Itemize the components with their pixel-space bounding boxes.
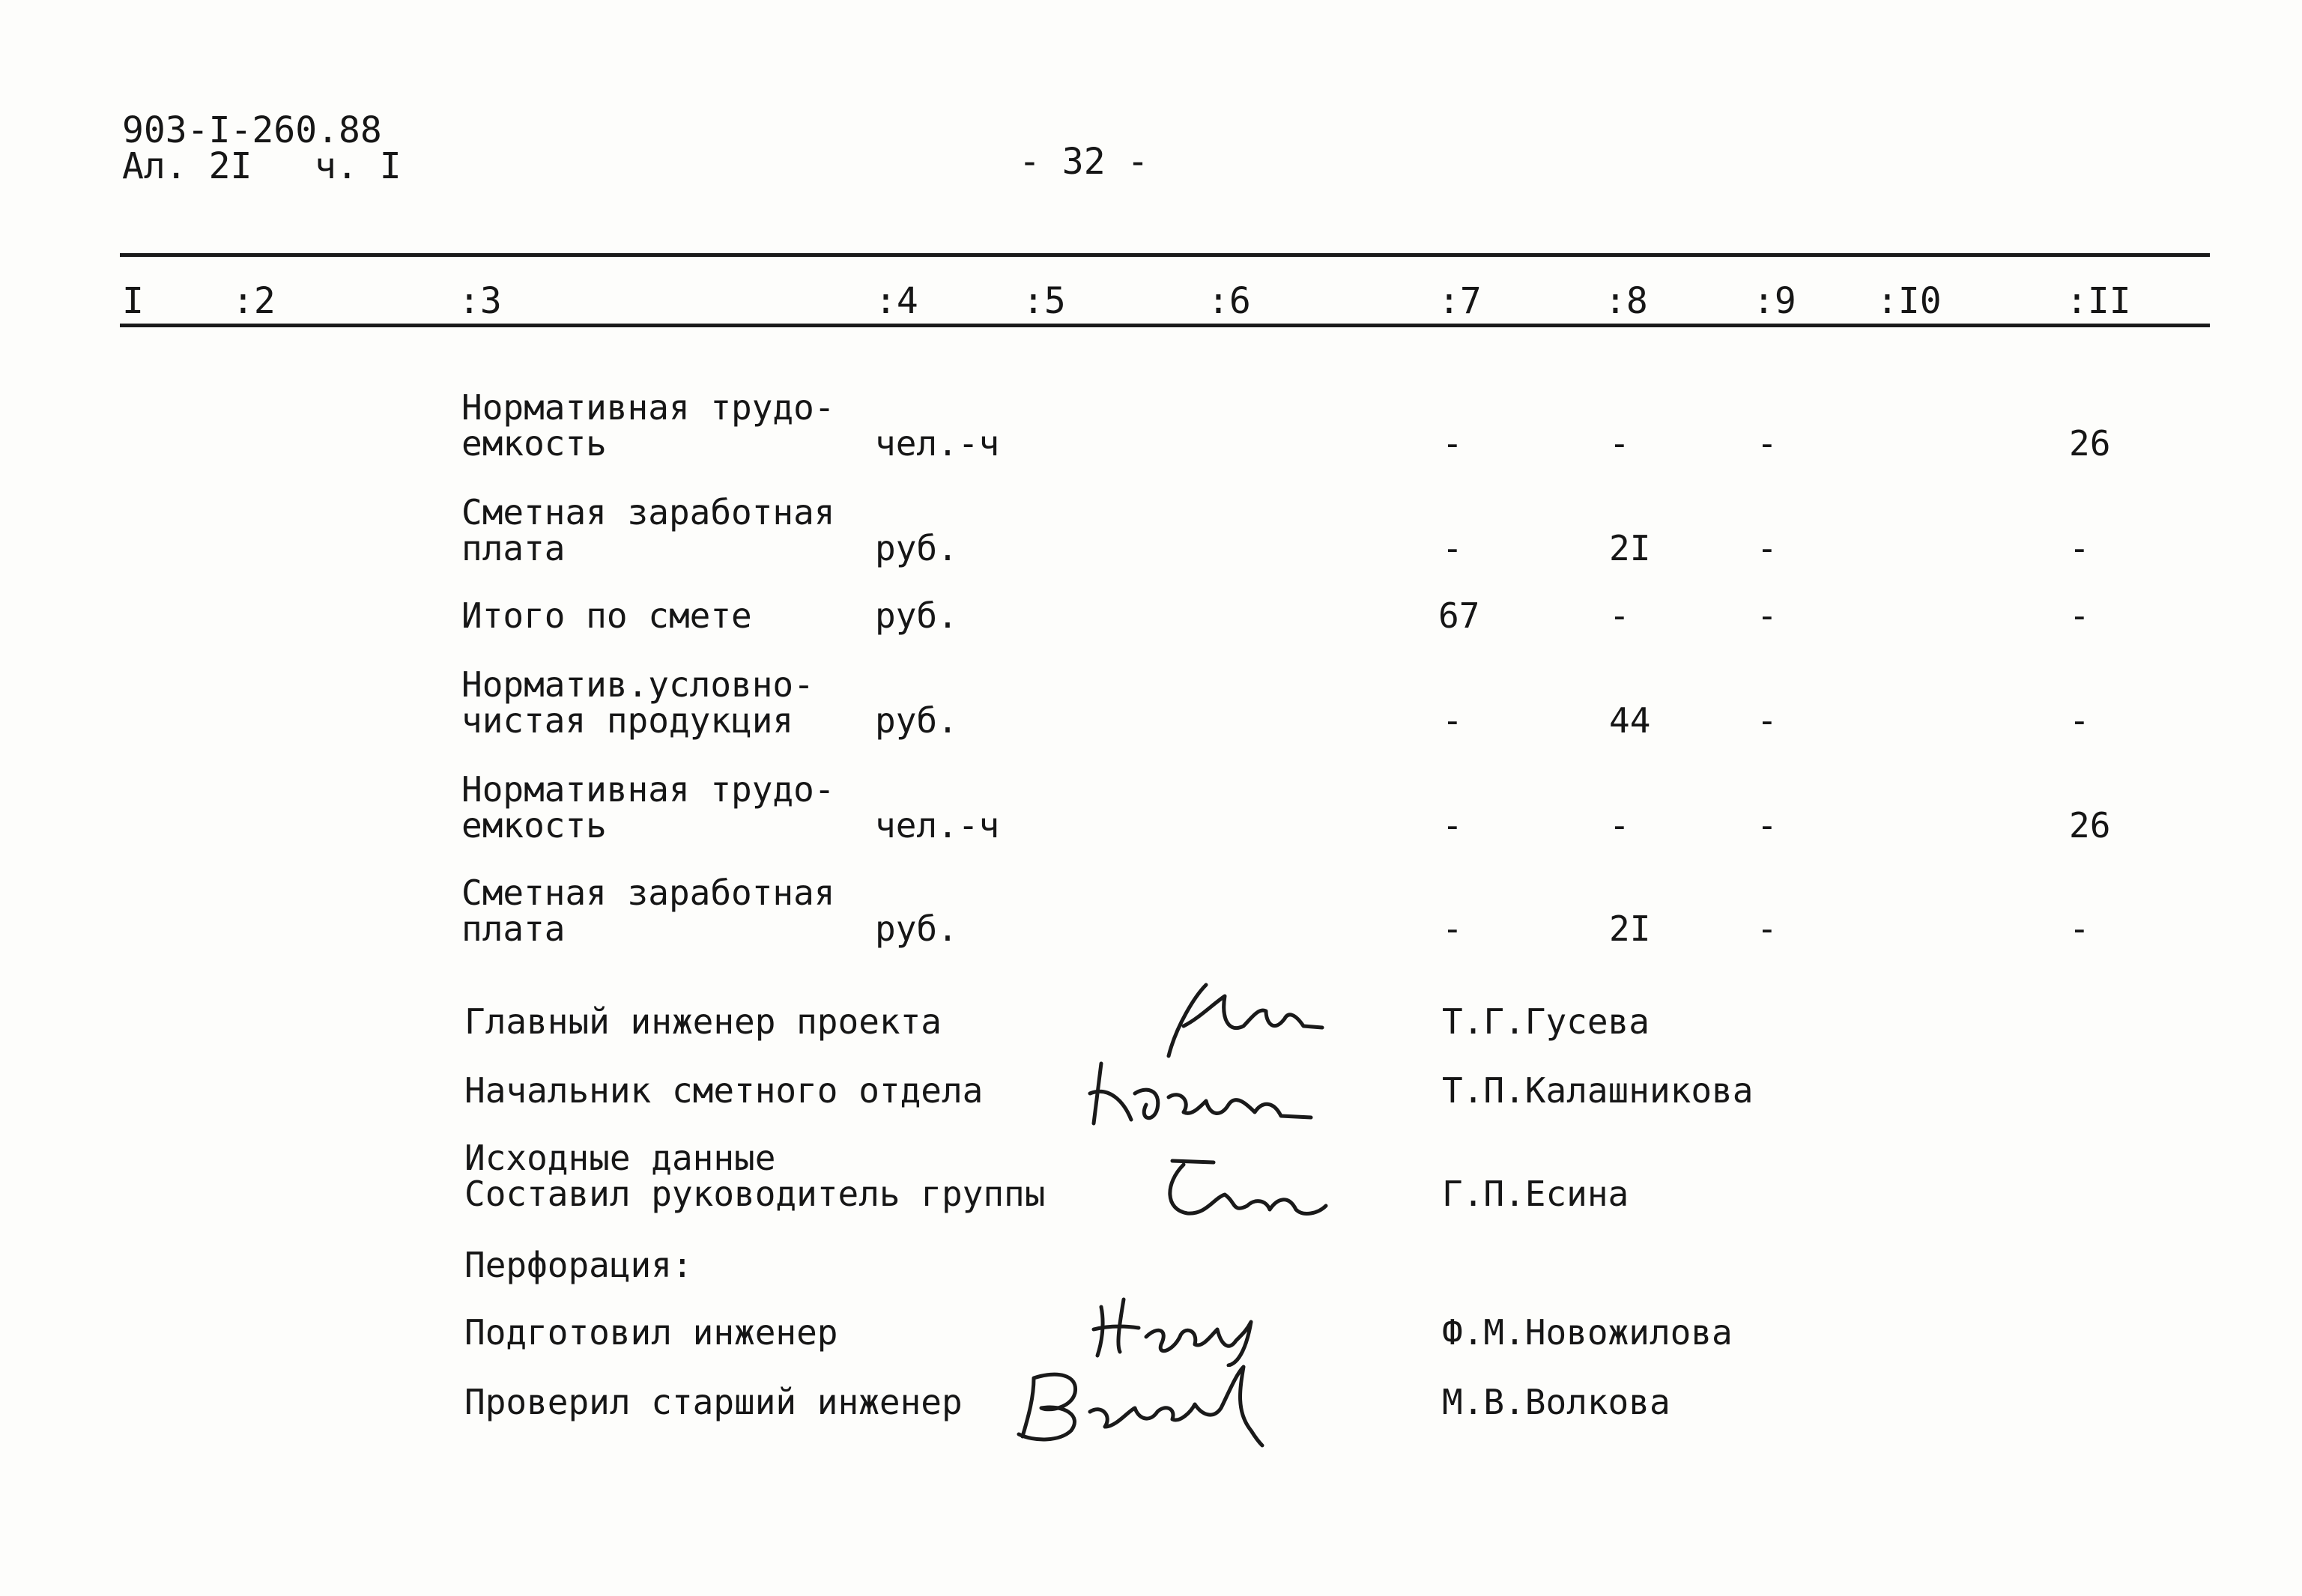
- row-3-col-7: 67: [1438, 595, 1480, 636]
- row-5-col-7: -: [1442, 805, 1463, 846]
- row-4-col-9: -: [1757, 700, 1778, 741]
- row-6-col-9: -: [1757, 908, 1778, 949]
- row-6-name-line-2: плата: [461, 908, 566, 949]
- row-6-name-line-1: Сметная заработная: [461, 873, 835, 913]
- row-4-col-8: 44: [1609, 700, 1651, 741]
- row-5-col-9: -: [1757, 805, 1778, 846]
- row-2-col-9: -: [1757, 528, 1778, 568]
- column-header-10: :I0: [1877, 280, 1942, 322]
- signature-role-source-data: Исходные данные: [464, 1138, 776, 1178]
- document-code: 903-I-260.88: [122, 109, 382, 151]
- column-header-8: :8: [1605, 280, 1648, 322]
- row-6-unit: руб.: [875, 908, 958, 949]
- row-1-col-8: -: [1609, 423, 1630, 464]
- signature-name-group-lead: Г.П.Есина: [1442, 1174, 1629, 1214]
- row-6-col-8: 2I: [1609, 908, 1651, 949]
- sheet-number: Ал. 2I: [122, 145, 252, 187]
- row-4-col-11: -: [2069, 700, 2090, 741]
- row-1-col-11: 26: [2069, 423, 2111, 464]
- row-1-name-line-1: Нормативная трудо-: [461, 387, 835, 428]
- column-header-6: :6: [1208, 280, 1251, 322]
- row-5-unit: чел.-ч: [875, 805, 1000, 846]
- signature-role-estimate-head: Начальник сметного отдела: [464, 1070, 984, 1111]
- row-1-name-line-2: емкость: [461, 423, 607, 464]
- row-4-name-line-1: Норматив.условно-: [461, 664, 814, 705]
- signature-name-estimate-head: Т.П.Калашникова: [1442, 1070, 1754, 1111]
- column-header-5: :5: [1023, 280, 1066, 322]
- row-2-col-7: -: [1442, 528, 1463, 568]
- row-5-col-11: 26: [2069, 805, 2111, 846]
- row-5-col-8: -: [1609, 805, 1630, 846]
- page-number: - 32 -: [1019, 141, 1149, 183]
- row-1-unit: чел.-ч: [875, 423, 1000, 464]
- handwritten-signature-volkova: [1004, 1348, 1281, 1453]
- column-header-2: :2: [232, 280, 276, 322]
- row-3-col-9: -: [1757, 595, 1778, 636]
- signature-role-group-lead: Составил руководитель группы: [464, 1174, 1046, 1214]
- row-3-name: Итого по смете: [461, 595, 752, 636]
- signature-role-senior-engineer: Проверил старший инженер: [464, 1382, 963, 1422]
- table-header-rule: [120, 324, 2210, 327]
- column-header-11: :II: [2066, 280, 2131, 322]
- row-5-name-line-2: емкость: [461, 805, 607, 846]
- row-4-unit: руб.: [875, 700, 958, 741]
- column-header-4: :4: [875, 280, 918, 322]
- row-4-col-7: -: [1442, 700, 1463, 741]
- signature-name-chief-engineer: Т.Г.Гусева: [1442, 1001, 1650, 1042]
- row-3-col-8: -: [1609, 595, 1630, 636]
- handwritten-signature-esina: [1142, 1146, 1337, 1228]
- row-2-col-8: 2I: [1609, 528, 1651, 568]
- column-header-1: I: [122, 280, 144, 322]
- section-perforation: Перфорация:: [464, 1245, 693, 1285]
- row-4-name-line-2: чистая продукция: [461, 700, 794, 741]
- signature-role-chief-engineer: Главный инженер проекта: [464, 1001, 942, 1042]
- handwritten-signature-kalashnikova: [1079, 1049, 1326, 1146]
- row-5-name-line-1: Нормативная трудо-: [461, 769, 835, 810]
- row-2-name-line-1: Сметная заработная: [461, 492, 835, 532]
- row-6-col-11: -: [2069, 908, 2090, 949]
- row-1-col-7: -: [1442, 423, 1463, 464]
- row-2-col-11: -: [2069, 528, 2090, 568]
- column-header-7: :7: [1438, 280, 1482, 322]
- row-6-col-7: -: [1442, 908, 1463, 949]
- table-top-rule: [120, 253, 2210, 257]
- row-1-col-9: -: [1757, 423, 1778, 464]
- row-3-col-11: -: [2069, 595, 2090, 636]
- row-3-unit: руб.: [875, 595, 958, 636]
- row-2-name-line-2: плата: [461, 528, 566, 568]
- part-number: ч. I: [315, 145, 402, 187]
- signature-role-prepared-engineer: Подготовил инженер: [464, 1312, 838, 1353]
- signature-name-senior-engineer: М.В.Волкова: [1442, 1382, 1671, 1422]
- column-header-9: :9: [1753, 280, 1796, 322]
- row-2-unit: руб.: [875, 528, 958, 568]
- column-header-3: :3: [458, 280, 502, 322]
- signature-name-prepared-engineer: Ф.М.Новожилова: [1442, 1312, 1733, 1353]
